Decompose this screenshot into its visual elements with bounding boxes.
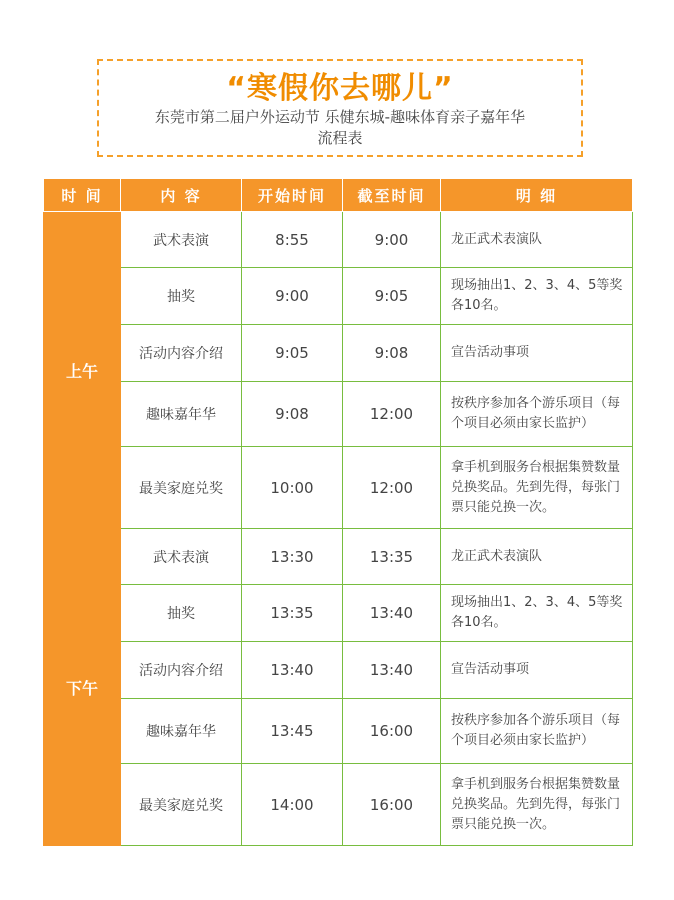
column-header-time: 时 间 [44, 179, 121, 212]
cell-detail: 龙正武术表演队 [441, 529, 633, 585]
cell-detail: 现场抽出1、2、3、4、5等奖各10名。 [441, 585, 633, 642]
table-row [44, 382, 633, 447]
cell-start-time: 9:05 [242, 325, 343, 382]
title-box [97, 59, 583, 157]
period-label-afternoon: 下午 [44, 529, 121, 846]
table-row [44, 529, 633, 585]
table-row [44, 699, 633, 764]
cell-end-time: 9:08 [343, 325, 441, 382]
cell-start-time: 9:08 [242, 382, 343, 447]
column-header-end-time: 截至时间 [343, 179, 441, 212]
cell-detail: 拿手机到服务台根据集赞数量兑换奖品。先到先得，每张门票只能兑换一次。 [441, 764, 633, 846]
cell-content: 趣味嘉年华 [121, 699, 242, 764]
cell-detail: 拿手机到服务台根据集赞数量兑换奖品。先到先得，每张门票只能兑换一次。 [441, 447, 633, 529]
table-row [44, 268, 633, 325]
page-title: “寒假你去哪儿” [226, 71, 454, 106]
period-label-morning: 上午 [44, 212, 121, 529]
cell-detail: 宣告活动事项 [441, 325, 633, 382]
subtitle-line-1: 东莞市第二届户外运动节 乐健东城-趣味体育亲子嘉年华 [154, 108, 526, 126]
table-header-row [44, 179, 633, 212]
cell-content: 抽奖 [121, 268, 242, 325]
cell-start-time: 13:45 [242, 699, 343, 764]
column-header-detail: 明 细 [441, 179, 633, 212]
cell-end-time: 16:00 [343, 699, 441, 764]
column-header-content: 内 容 [121, 179, 242, 212]
cell-content: 武术表演 [121, 212, 242, 268]
cell-start-time: 10:00 [242, 447, 343, 529]
table-row [44, 212, 633, 268]
cell-content: 活动内容介绍 [121, 325, 242, 382]
cell-end-time: 13:40 [343, 642, 441, 699]
cell-end-time: 13:35 [343, 529, 441, 585]
table-row [44, 764, 633, 846]
cell-start-time: 8:55 [242, 212, 343, 268]
cell-detail: 现场抽出1、2、3、4、5等奖各10名。 [441, 268, 633, 325]
cell-content: 活动内容介绍 [121, 642, 242, 699]
cell-end-time: 12:00 [343, 447, 441, 529]
cell-detail: 龙正武术表演队 [441, 212, 633, 268]
cell-content: 最美家庭兑奖 [121, 764, 242, 846]
cell-end-time: 9:00 [343, 212, 441, 268]
cell-detail: 按秩序参加各个游乐项目（每个项目必须由家长监护） [441, 699, 633, 764]
cell-content: 最美家庭兑奖 [121, 447, 242, 529]
cell-end-time: 12:00 [343, 382, 441, 447]
cell-start-time: 13:40 [242, 642, 343, 699]
cell-start-time: 13:30 [242, 529, 343, 585]
cell-start-time: 13:35 [242, 585, 343, 642]
cell-start-time: 9:00 [242, 268, 343, 325]
cell-end-time: 9:05 [343, 268, 441, 325]
table-row [44, 642, 633, 699]
cell-end-time: 13:40 [343, 585, 441, 642]
table-row [44, 447, 633, 529]
subtitle-line-2: 流程表 [317, 129, 363, 147]
table-row [44, 325, 633, 382]
cell-content: 趣味嘉年华 [121, 382, 242, 447]
cell-content: 武术表演 [121, 529, 242, 585]
column-header-start-time: 开始时间 [242, 179, 343, 212]
cell-start-time: 14:00 [242, 764, 343, 846]
cell-detail: 宣告活动事项 [441, 642, 633, 699]
cell-end-time: 16:00 [343, 764, 441, 846]
cell-detail: 按秩序参加各个游乐项目（每个项目必须由家长监护） [441, 382, 633, 447]
cell-content: 抽奖 [121, 585, 242, 642]
schedule-table [43, 178, 633, 846]
table-row [44, 585, 633, 642]
